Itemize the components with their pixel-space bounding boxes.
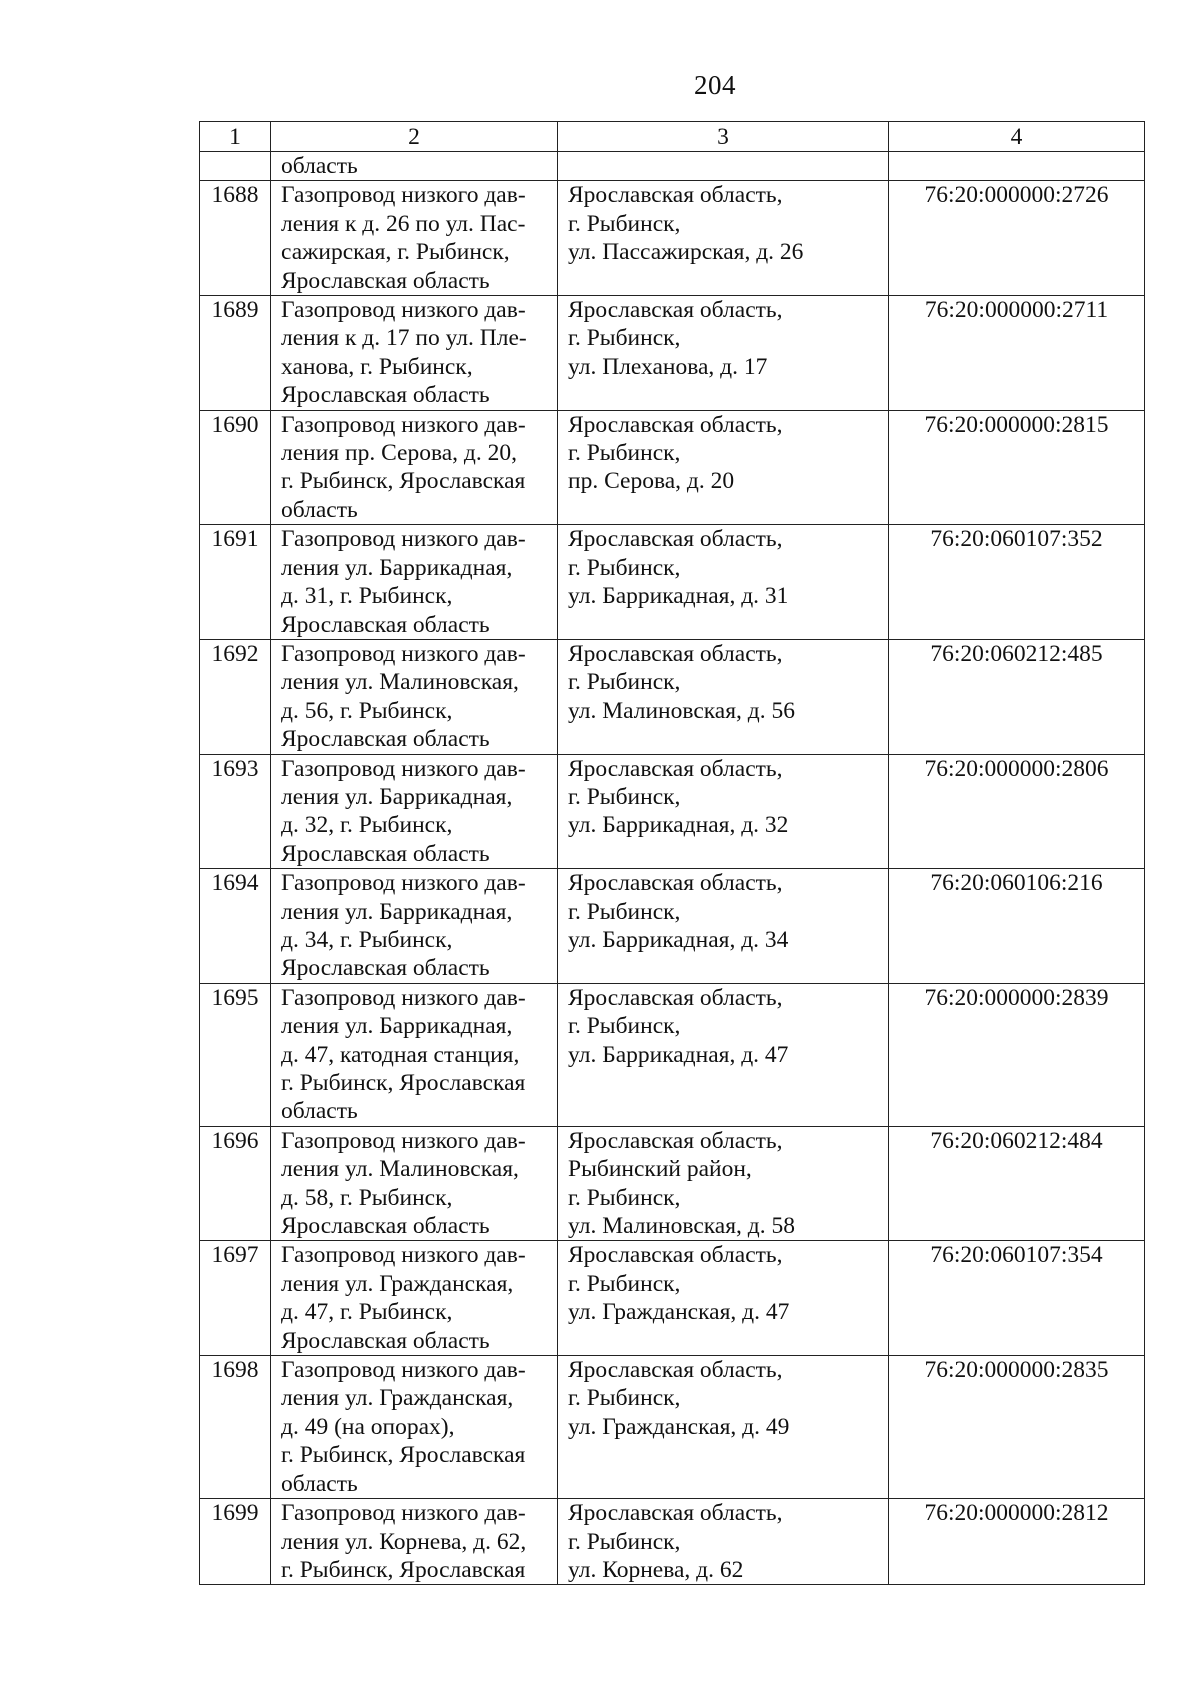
object-name-line: Ярославская область [281, 726, 490, 753]
object-name-line: Ярославская область [281, 1327, 490, 1354]
object-name-line: д. 32, г. Рыбинск, [281, 812, 453, 839]
address-line: г. Рыбинск, [568, 554, 681, 581]
address-line: г. Рыбинск, [568, 898, 681, 925]
object-name-cell [271, 296, 558, 411]
row-number-cell: 1690 [200, 410, 271, 525]
address-line: ул. Баррикадная, д. 32 [568, 812, 789, 839]
object-name-line: д. 56, г. Рыбинск, [281, 697, 453, 724]
object-name-line: ления ул. Малиновская, [281, 1156, 519, 1183]
address-line: г. Рыбинск, [568, 669, 681, 696]
cadastral-number-cell: 76:20:000000:2806 [889, 754, 1145, 869]
object-name-line: Ярославская область [281, 382, 490, 409]
address-cell [558, 296, 889, 411]
object-name-line: Ярославская область [281, 1213, 490, 1240]
address-line: ул. Гражданская, д. 47 [568, 1299, 790, 1326]
table-row [200, 525, 1145, 640]
table-row [200, 410, 1145, 525]
table-row [200, 1126, 1145, 1241]
cadastral-number-cell: 76:20:060106:216 [889, 869, 1145, 984]
row-number-cell: 1695 [200, 983, 271, 1126]
address-line: Ярославская область, [568, 870, 783, 897]
object-name-cell [271, 410, 558, 525]
cadastral-number-cell: 76:20:000000:2839 [889, 983, 1145, 1126]
object-name-line: ления ул. Гражданская, [281, 1385, 514, 1412]
address-cell [558, 1241, 889, 1356]
row-number-cell: 1698 [200, 1356, 271, 1499]
object-name-cell [271, 1356, 558, 1499]
object-name-cell [271, 181, 558, 296]
object-name-line: ления ул. Баррикадная, [281, 783, 513, 810]
address-cell [558, 410, 889, 525]
cadastral-number-cell: 76:20:060212:484 [889, 1126, 1145, 1241]
object-name-cell [271, 525, 558, 640]
table-row [200, 754, 1145, 869]
address-line: г. Рыбинск, [568, 210, 681, 237]
object-name-line: Газопровод низкого дав- [281, 297, 526, 324]
address-cell [558, 181, 889, 296]
object-name-line: Газопровод низкого дав- [281, 1500, 526, 1527]
column-header-row [200, 122, 1145, 152]
object-name-line: г. Рыбинск, Ярославская [281, 1556, 526, 1583]
address-line: ул. Гражданская, д. 49 [568, 1413, 790, 1440]
row-number-cell: 1694 [200, 869, 271, 984]
object-name-line: Газопровод низкого дав- [281, 526, 526, 553]
address-line: Ярославская область, [568, 411, 783, 438]
address-line: Ярославская область, [568, 182, 783, 209]
address-line: г. Рыбинск, [568, 440, 681, 467]
object-name-cell [271, 1126, 558, 1241]
registry-table [199, 121, 1145, 1585]
object-name-line: область [281, 1470, 358, 1497]
object-name-cell [271, 1499, 558, 1585]
address-line: г. Рыбинск, [568, 1528, 681, 1555]
object-name-line: область [281, 496, 358, 523]
cadastral-number-cell: 76:20:000000:2812 [889, 1499, 1145, 1585]
object-name-line: Газопровод низкого дав- [281, 1242, 526, 1269]
object-name-line: д. 34, г. Рыбинск, [281, 926, 453, 953]
table-row [200, 639, 1145, 754]
page-number: 204 [694, 70, 736, 100]
cadastral-number-cell: 76:20:000000:2726 [889, 181, 1145, 296]
object-name-line: ления ул. Баррикадная, [281, 1013, 513, 1040]
column-header-2: 2 [271, 122, 558, 152]
table-row [200, 869, 1145, 984]
object-name-line: Газопровод низкого дав- [281, 870, 526, 897]
object-name-line: Ярославская область [281, 267, 490, 294]
continuation-name-text: область [281, 153, 358, 179]
column-header-4: 4 [889, 122, 1145, 152]
cadastral-number-cell: 76:20:060212:485 [889, 639, 1145, 754]
object-name-line: г. Рыбинск, Ярославская [281, 468, 526, 495]
row-number-cell: 1691 [200, 525, 271, 640]
object-name-line: область [281, 1098, 358, 1125]
address-cell [558, 1356, 889, 1499]
object-name-line: сажирская, г. Рыбинск, [281, 239, 510, 266]
address-line: пр. Серова, д. 20 [568, 468, 735, 495]
object-name-line: ления пр. Серова, д. 20, [281, 440, 518, 467]
address-line: г. Рыбинск, [568, 783, 681, 810]
object-name-cell [271, 983, 558, 1126]
row-number-cell: 1696 [200, 1126, 271, 1241]
object-name-line: ления ул. Гражданская, [281, 1270, 514, 1297]
address-line: ул. Баррикадная, д. 47 [568, 1041, 789, 1068]
table-row [200, 181, 1145, 296]
object-name-line: ления к д. 17 по ул. Пле- [281, 325, 527, 352]
address-line: ул. Корнева, д. 62 [568, 1556, 744, 1583]
address-cell [558, 754, 889, 869]
registry-table-body [200, 122, 1145, 1585]
table-row [200, 1356, 1145, 1499]
object-name-cell [271, 1241, 558, 1356]
address-line: г. Рыбинск, [568, 1184, 681, 1211]
address-line: г. Рыбинск, [568, 1385, 681, 1412]
column-header-1: 1 [200, 122, 271, 152]
object-name-line: ления к д. 26 по ул. Пас- [281, 210, 526, 237]
object-name-line: Газопровод низкого дав- [281, 1357, 526, 1384]
object-name-line: Ярославская область [281, 955, 490, 982]
column-header-3: 3 [558, 122, 889, 152]
address-cell [558, 525, 889, 640]
address-cell [558, 639, 889, 754]
address-line: ул. Малиновская, д. 56 [568, 697, 796, 724]
object-name-line: ления ул. Баррикадная, [281, 898, 513, 925]
continuation-address-cell [558, 152, 889, 181]
address-line: Ярославская область, [568, 526, 783, 553]
address-line: Ярославская область, [568, 984, 783, 1011]
cadastral-number-cell: 76:20:000000:2815 [889, 410, 1145, 525]
address-line: Ярославская область, [568, 1242, 783, 1269]
cadastral-number-cell: 76:20:060107:352 [889, 525, 1145, 640]
object-name-cell [271, 639, 558, 754]
table-row [200, 296, 1145, 411]
address-line: ул. Баррикадная, д. 34 [568, 926, 789, 953]
object-name-line: Газопровод низкого дав- [281, 1127, 526, 1154]
object-name-line: Газопровод низкого дав- [281, 755, 526, 782]
object-name-line: ления ул. Баррикадная, [281, 554, 513, 581]
table-row [200, 1241, 1145, 1356]
address-line: Ярославская область, [568, 640, 783, 667]
continuation-row [200, 152, 1145, 181]
object-name-line: ханова, г. Рыбинск, [281, 353, 473, 380]
address-line: г. Рыбинск, [568, 1013, 681, 1040]
object-name-cell [271, 754, 558, 869]
object-name-line: д. 31, г. Рыбинск, [281, 583, 453, 610]
address-line: ул. Плеханова, д. 17 [568, 353, 768, 380]
object-name-line: Газопровод низкого дав- [281, 182, 526, 209]
object-name-line: д. 58, г. Рыбинск, [281, 1184, 453, 1211]
continuation-number-cell [200, 152, 271, 181]
address-cell [558, 1126, 889, 1241]
continuation-name-cell [271, 152, 558, 181]
object-name-line: Газопровод низкого дав- [281, 411, 526, 438]
address-cell [558, 983, 889, 1126]
address-line: Ярославская область, [568, 297, 783, 324]
cadastral-number-cell: 76:20:060107:354 [889, 1241, 1145, 1356]
cadastral-number-cell: 76:20:000000:2835 [889, 1356, 1145, 1499]
address-line: Ярославская область, [568, 755, 783, 782]
object-name-line: Газопровод низкого дав- [281, 984, 526, 1011]
object-name-line: ления ул. Корнева, д. 62, [281, 1528, 527, 1555]
object-name-line: г. Рыбинск, Ярославская [281, 1070, 526, 1096]
address-line: Ярославская область, [568, 1500, 783, 1527]
address-line: Ярославская область, [568, 1357, 783, 1384]
object-name-line: Ярославская область [281, 840, 490, 867]
address-cell [558, 869, 889, 984]
object-name-line: д. 47, г. Рыбинск, [281, 1299, 453, 1326]
address-line: Ярославская область, [568, 1127, 783, 1154]
table-row [200, 983, 1145, 1126]
row-number-cell: 1699 [200, 1499, 271, 1585]
cadastral-number-cell: 76:20:000000:2711 [889, 296, 1145, 411]
object-name-line: Ярославская область [281, 611, 490, 638]
object-name-line: ления ул. Малиновская, [281, 669, 519, 696]
address-line: ул. Пассажирская, д. 26 [568, 239, 804, 266]
address-line: ул. Малиновская, д. 58 [568, 1213, 796, 1240]
row-number-cell: 1689 [200, 296, 271, 411]
address-line: Рыбинский район, [568, 1156, 752, 1183]
continuation-cadastral-cell [889, 152, 1145, 181]
address-line: г. Рыбинск, [568, 1270, 681, 1297]
address-cell [558, 1499, 889, 1585]
object-name-line: д. 47, катодная станция, [281, 1041, 520, 1068]
row-number-cell: 1688 [200, 181, 271, 296]
row-number-cell: 1697 [200, 1241, 271, 1356]
address-line: ул. Баррикадная, д. 31 [568, 583, 789, 610]
row-number-cell: 1693 [200, 754, 271, 869]
object-name-cell [271, 869, 558, 984]
address-line: г. Рыбинск, [568, 325, 681, 352]
object-name-line: д. 49 (на опорах), [281, 1413, 455, 1440]
row-number-cell: 1692 [200, 639, 271, 754]
object-name-line: г. Рыбинск, Ярославская [281, 1442, 526, 1469]
object-name-line: Газопровод низкого дав- [281, 640, 526, 667]
table-row [200, 1499, 1145, 1585]
